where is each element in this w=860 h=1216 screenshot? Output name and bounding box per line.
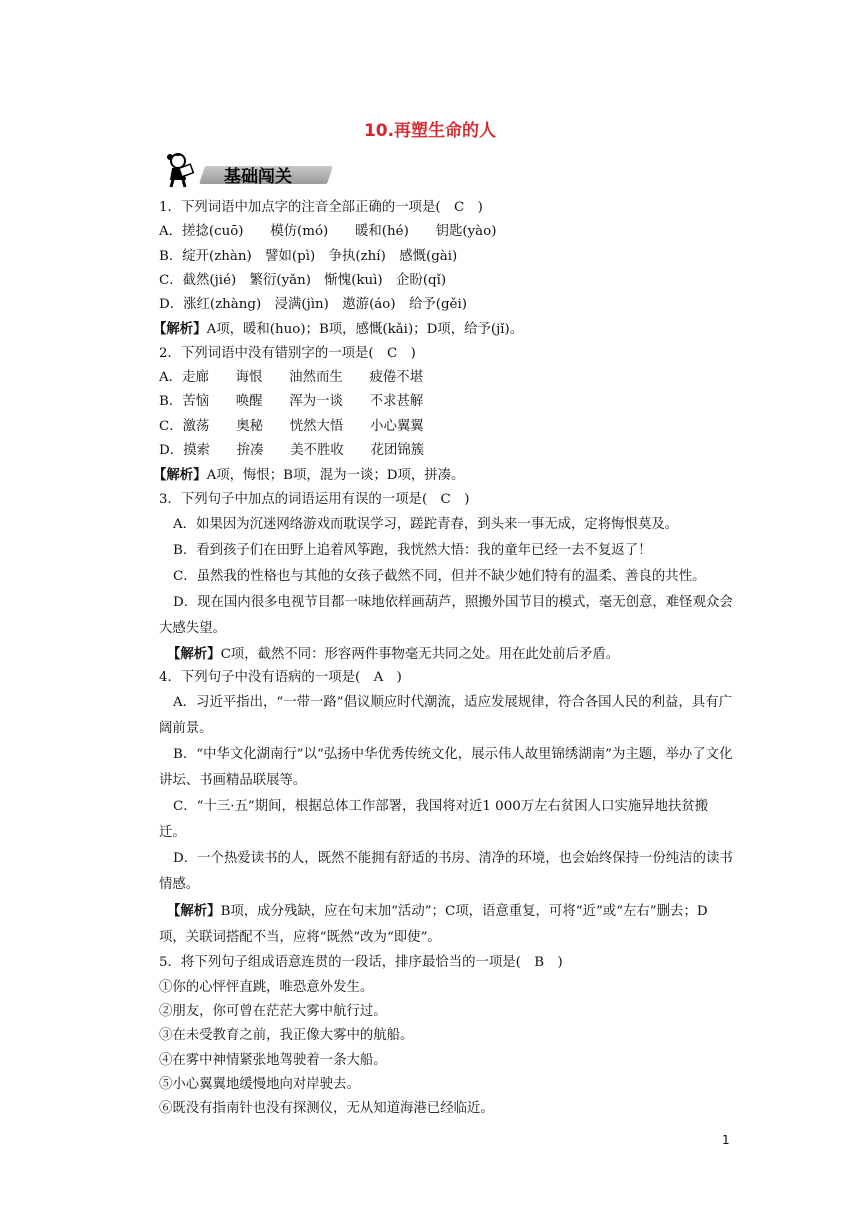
analysis-text: A项，悔恨；B项，混为一谈；D项，拼凑。 — [206, 468, 465, 484]
q5-item: ②朋友，你可曾在茫茫大雾中航行过。 — [159, 1004, 387, 1020]
q1-option-c: C．截然(jié) 繁衍(yǎn) 惭愧(kuì) 企盼(qǐ) — [159, 272, 447, 288]
q5-item: ⑤小心翼翼地缓慢地向对岸驶去。 — [159, 1076, 360, 1092]
q4-option-d: D．一个热爱读书的人，既然不能拥有舒适的书房、清净的环境，也会始终保持一份纯洁的读书情感。 — [159, 851, 733, 893]
q3-option-b: B．看到孩子们在田野上追着风筝跑，我恍然大悟：我的童年已经一去不复返了！ — [173, 542, 652, 558]
q1-option-d: D．涨红(zhàng) 浸满(jìn) 遨游(áo) 给予(gěi) — [159, 297, 467, 313]
q2-option-a: A．走廊 诲恨 油然而生 疲倦不堪 — [159, 370, 424, 386]
analysis-label: 【解析】 — [153, 467, 207, 484]
q1-option-b: B．绽开(zhàn) 譬如(pì) 争执(zhí) 感慨(gài) — [159, 248, 458, 264]
q3-analysis — [159, 642, 733, 666]
analysis-label: 【解析】 — [153, 321, 207, 338]
q3-option-c: C．虽然我的性格也与其他的女孩子截然不同，但并不缺少她们特有的温柔、善良的共性。 — [173, 568, 706, 584]
q2-option-c: C．激荡 奥秘 恍然大悟 小心翼翼 — [159, 418, 424, 434]
analysis-label: 【解析】 — [167, 903, 221, 920]
q1-stem: 1．下列词语中加点字的注音全部正确的一项是( C ) — [159, 200, 483, 215]
analysis-text: C项，截然不同：形容两件事物毫无共同之处。用在此处前后矛盾。 — [220, 646, 620, 662]
question-list — [153, 196, 733, 1122]
analysis-label: 【解析】 — [167, 645, 221, 662]
q3-option-d: D．现在国内很多电视节目都一味地依样画葫芦，照搬外国节目的模式，毫无创意，难怪观众会大感失望。 — [159, 594, 733, 636]
q1-option-a: A．搓捻(cuō) 模仿(mó) 暖和(hé) 钥匙(yào) — [159, 224, 497, 240]
q3-option-a: A．如果因为沉迷网络游戏而耽误学习，蹉跎青春，到头来一事无成，定将悔恨莫及。 — [173, 516, 679, 532]
q2-option-b: B．苦恼 唤醒 浑为一谈 不求甚解 — [159, 394, 424, 410]
q4-option-b: B．“中华文化湖南行”以“弘扬中华优秀传统文化，展示伟人故里锦绣湖南”为主题，举办了文化讲坛、书画精品联展等。 — [159, 747, 733, 789]
q4-option-a: A．习近平指出，“一带一路”倡议顺应时代潮流，适应发展规律，符合各国人民的利益，具有广阔前景。 — [159, 695, 732, 737]
q4-stem: 4．下列句子中没有语病的一项是( A ) — [159, 670, 402, 686]
q4-analysis — [159, 898, 733, 951]
analysis-text: B项，成分残缺，应在句末加“活动”；C项，语意重复，可将“近”或“左右”删去；D项，关联词搭配不当，应将“既然”改为“即使”。 — [159, 904, 708, 946]
q5-item: ①你的心怦怦直跳，唯恐意外发生。 — [159, 979, 374, 995]
q5-item: ⑥既没有指南针也没有探测仪，无从知道海港已经临近。 — [159, 1101, 494, 1117]
q2-option-d: D．摸索 拚凑 美不胜收 花团锦簇 — [159, 442, 425, 458]
q5-item: ③在未受教育之前，我正像大雾中的航船。 — [159, 1028, 414, 1044]
page-number: 1 — [722, 1133, 730, 1147]
section-label: 基础闯关 — [224, 167, 292, 187]
section-banner — [158, 152, 338, 188]
page-title: 10.再塑生命的人 — [363, 121, 497, 141]
q2-stem: 2．下列词语中没有错别字的一项是( C ) — [159, 345, 416, 361]
q1-analysis — [153, 317, 733, 341]
analysis-text: A项，暖和(huo)；B项，感慨(kǎi)；D项，给予(jǐ)。 — [206, 322, 524, 338]
student-reading-icon — [158, 152, 202, 188]
q4-option-c: C．“十三·五”期间，根据总体工作部署，我国将对近1 000万左右贫困人口实施异地扶贫搬迁。 — [159, 799, 709, 841]
q5-stem: 5．将下列句子组成语意连贯的一段话，排序最恰当的一项是( B ) — [159, 955, 563, 971]
q5-item: ④在雾中神情紧张地驾驶着一条大船。 — [159, 1052, 387, 1068]
q3-stem: 3．下列句子中加点的词语运用有误的一项是( C ) — [159, 491, 470, 507]
q2-analysis — [153, 463, 733, 487]
